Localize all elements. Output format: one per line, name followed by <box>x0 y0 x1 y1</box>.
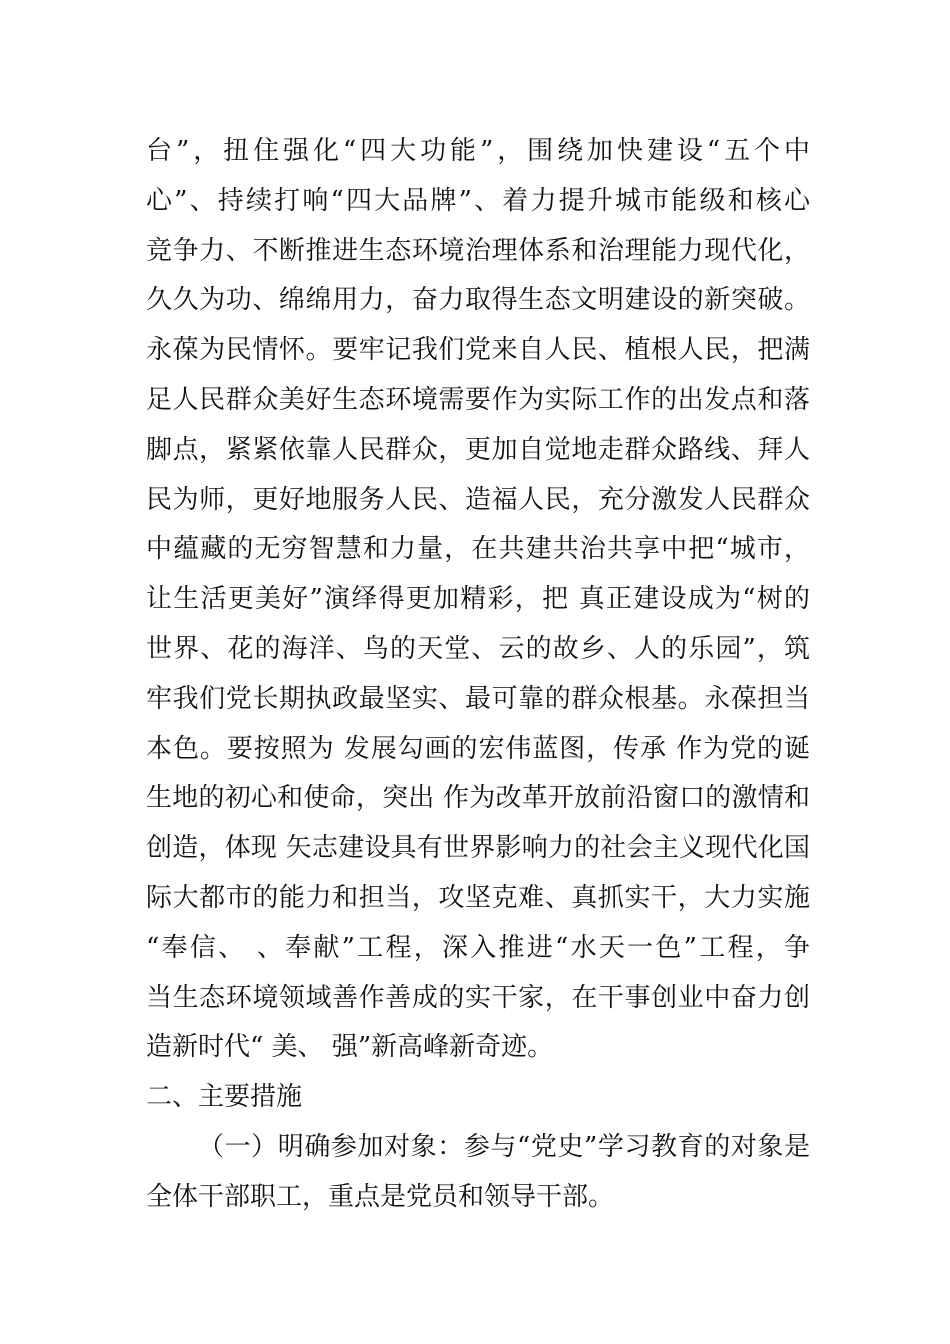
text-line: 创造，体现 矢志建设具有世界影响力的社会主义现代化国 <box>146 833 810 864</box>
text-line: 让生活更美好”演绎得更加精彩，把 真正建设成为“树的 <box>146 584 810 615</box>
text-line: 本色。要按照为 发展勾画的宏伟蓝图，传承 作为党的诞 <box>146 733 810 764</box>
text-line: 二、主要措施 <box>146 1082 303 1113</box>
text-line: 竞争力、不断推进生态环境治理体系和治理能力现代化， <box>146 235 810 266</box>
text-line: “奉信、 、奉献”工程，深入推进“水天一色”工程，争 <box>146 932 810 963</box>
text-line: 久久为功、绵绵用力，奋力取得生态文明建设的新突破。 <box>146 285 810 316</box>
text-line: （一）明确参加对象：参与“党史”学习教育的对象是 <box>198 1131 810 1162</box>
text-line: 足人民群众美好生态环境需要作为实际工作的出发点和落 <box>146 384 810 415</box>
text-line: 台”，扭住强化“四大功能”，围绕加快建设“五个中 <box>146 136 810 166</box>
text-line: 当生态环境领域善作善成的实干家，在干事创业中奋力创 <box>146 982 810 1013</box>
text-line: 民为师，更好地服务人民、造福人民，充分激发人民群众 <box>146 484 810 515</box>
text-line: 永葆为民情怀。要牢记我们党来自人民、植根人民，把满 <box>146 335 810 366</box>
text-line: 中蕴藏的无穷智慧和力量，在共建共治共享中把“城市， <box>146 534 810 565</box>
text-line: 脚点，紧紧依靠人民群众，更加自觉地走群众路线、拜人 <box>146 434 810 465</box>
text-line: 际大都市的能力和担当，攻坚克难、真抓实干，大力实施 <box>146 882 810 913</box>
text-line: 全体干部职工，重点是党员和领导干部。 <box>146 1181 615 1212</box>
text-line: 牢我们党长期执政最坚实、最可靠的群众根基。永葆担当 <box>146 683 810 714</box>
body-text <box>146 127 810 1223</box>
text-line: 生地的初心和使命，突出 作为改革开放前沿窗口的激情和 <box>146 783 810 814</box>
text-line: 心”、持续打响“四大品牌”、着力提升城市能级和核心 <box>146 185 810 216</box>
text-line: 造新时代“ 美、 强”新高峰新奇迹。 <box>146 1032 554 1063</box>
text-line: 世界、花的海洋、鸟的天堂、云的故乡、人的乐园”，筑 <box>146 633 810 664</box>
